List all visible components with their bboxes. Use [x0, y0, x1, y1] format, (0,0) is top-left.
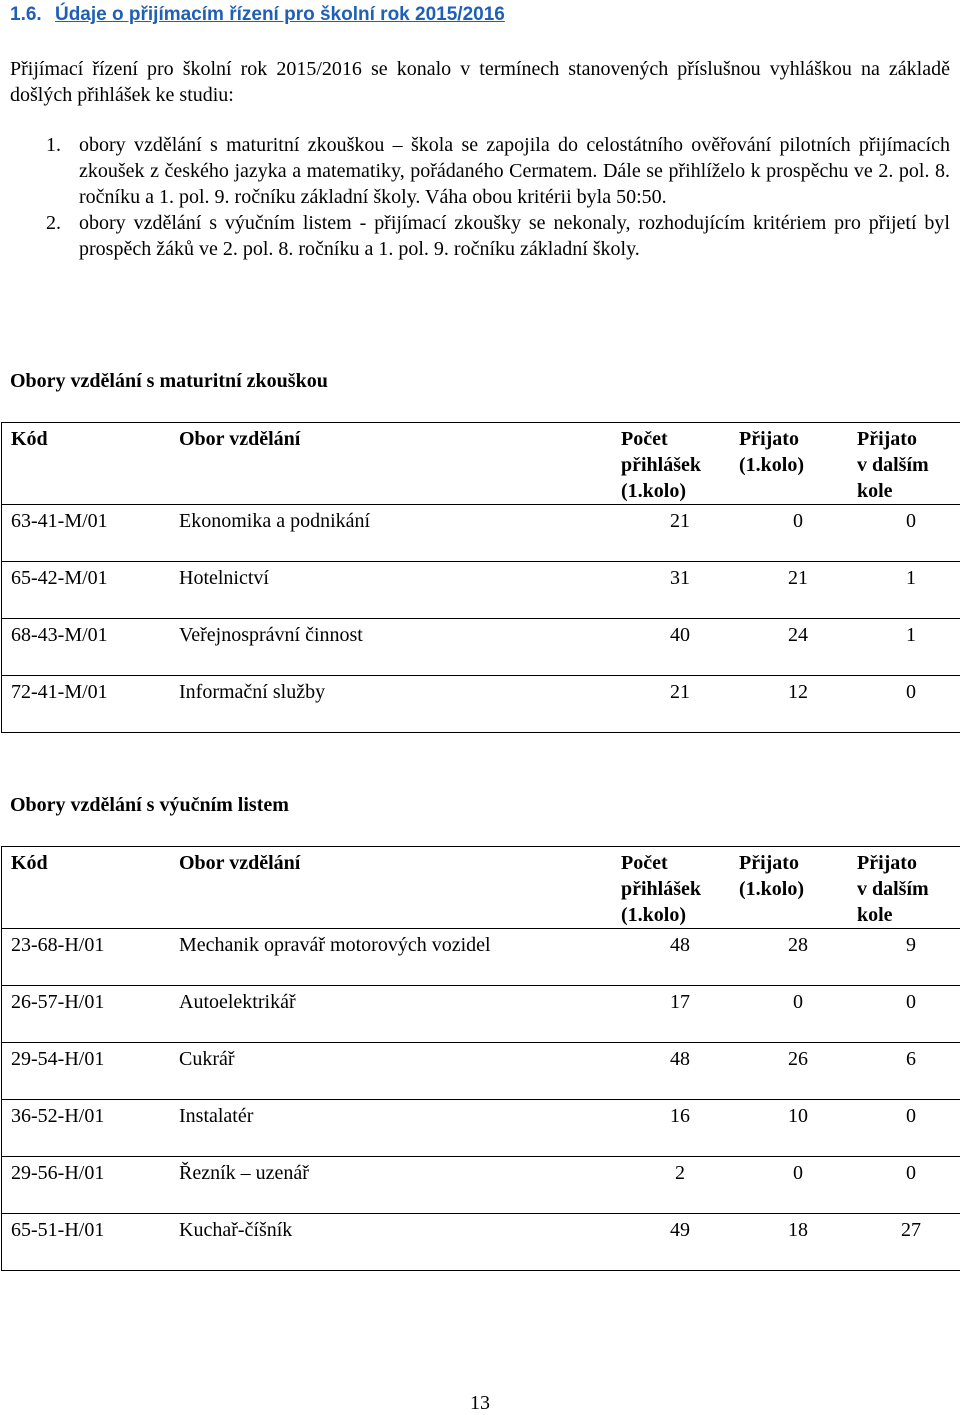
cell-next-round: 0	[857, 1157, 960, 1214]
cell-accepted: 0	[739, 505, 857, 562]
table-row	[2, 1214, 960, 1271]
cell-name: Mechanik opravář motorových vozidel	[169, 929, 621, 986]
maturita-table-title: Obory vzdělání s maturitní zkouškou	[10, 370, 328, 392]
cell-next-round: 0	[857, 505, 960, 562]
cell-code: 36-52-H/01	[2, 1100, 170, 1157]
cell-next-round: 0	[857, 986, 960, 1043]
cell-applications: 48	[621, 1043, 739, 1100]
cell-applications: 40	[621, 619, 739, 676]
header-next-round: Přijato v dalším kole	[857, 847, 960, 929]
cell-next-round: 0	[857, 1100, 960, 1157]
cell-name: Cukrář	[169, 1043, 621, 1100]
cell-name: Řezník – uzenář	[169, 1157, 621, 1214]
cell-code: 68-43-M/01	[2, 619, 170, 676]
table-row	[2, 1043, 960, 1100]
cell-accepted: 10	[739, 1100, 857, 1157]
header-name: Obor vzdělání	[169, 847, 621, 929]
header-code: Kód	[2, 423, 170, 505]
table-header-row	[2, 847, 960, 929]
table-row	[2, 562, 960, 619]
cell-applications: 16	[621, 1100, 739, 1157]
cell-applications: 21	[621, 676, 739, 733]
cell-name: Hotelnictví	[169, 562, 621, 619]
table-row	[2, 1100, 960, 1157]
cell-next-round: 1	[857, 562, 960, 619]
list-item-number: 2.	[46, 212, 61, 234]
list-item	[10, 132, 950, 210]
table-row	[2, 929, 960, 986]
cell-applications: 2	[621, 1157, 739, 1214]
header-next-round: Přijato v dalším kole	[857, 423, 960, 505]
cell-name: Veřejnosprávní činnost	[169, 619, 621, 676]
intro-paragraph: Přijímací řízení pro školní rok 2015/2016 se konalo v termínech stanovených příslušnou vyhláškou na základě došlých přihlášek ke studiu:	[10, 58, 950, 106]
cell-name: Informační služby	[169, 676, 621, 733]
cell-applications: 31	[621, 562, 739, 619]
cell-code: 29-54-H/01	[2, 1043, 170, 1100]
header-applications: Počet přihlášek (1.kolo)	[621, 423, 739, 505]
cell-next-round: 9	[857, 929, 960, 986]
cell-applications: 21	[621, 505, 739, 562]
cell-accepted: 0	[739, 986, 857, 1043]
header-accepted: Přijato (1.kolo)	[739, 423, 857, 505]
cell-accepted: 21	[739, 562, 857, 619]
criteria-list	[10, 132, 950, 262]
cell-name: Kuchař-číšník	[169, 1214, 621, 1271]
maturita-table	[1, 422, 960, 733]
cell-name: Instalatér	[169, 1100, 621, 1157]
cell-next-round: 6	[857, 1043, 960, 1100]
cell-code: 72-41-M/01	[2, 676, 170, 733]
table-row	[2, 1157, 960, 1214]
cell-code: 23-68-H/01	[2, 929, 170, 986]
list-item-number: 1.	[46, 134, 61, 156]
cell-next-round: 27	[857, 1214, 960, 1271]
cell-code: 65-42-M/01	[2, 562, 170, 619]
cell-code: 26-57-H/01	[2, 986, 170, 1043]
header-accepted: Přijato (1.kolo)	[739, 847, 857, 929]
page-number: 13	[470, 1392, 490, 1414]
cell-accepted: 24	[739, 619, 857, 676]
cell-name: Ekonomika a podnikání	[169, 505, 621, 562]
cell-code: 29-56-H/01	[2, 1157, 170, 1214]
cell-code: 63-41-M/01	[2, 505, 170, 562]
cell-applications: 17	[621, 986, 739, 1043]
cell-accepted: 26	[739, 1043, 857, 1100]
table-row	[2, 505, 960, 562]
header-applications: Počet přihlášek (1.kolo)	[621, 847, 739, 929]
cell-code: 65-51-H/01	[2, 1214, 170, 1271]
list-item-text: obory vzdělání s výučním listem - přijímací zkoušky se nekonaly, rozhodujícím kritériem pro přijetí byl prospěch žáků ve 2. pol. 8. ročníku a 1. pol. 9. ročníku základní školy.	[79, 212, 950, 260]
header-code: Kód	[2, 847, 170, 929]
cell-accepted: 18	[739, 1214, 857, 1271]
table-row	[2, 619, 960, 676]
cell-next-round: 1	[857, 619, 960, 676]
cell-name: Autoelektrikář	[169, 986, 621, 1043]
vocational-table-title: Obory vzdělání s výučním listem	[10, 794, 289, 816]
table-header-row	[2, 423, 960, 505]
header-name: Obor vzdělání	[169, 423, 621, 505]
list-item-text: obory vzdělání s maturitní zkouškou – škola se zapojila do celostátního ověřování pilotních přijímacích zkoušek z českého jazyka a matematiky, pořádaného Cermatem. Dále se přihlíželo k prospěchu ve 2. pol. 8. ročníku a 1. pol. 9. ročníku základní školy. Váha obou kritérii byla 50:50.	[79, 134, 950, 208]
cell-applications: 49	[621, 1214, 739, 1271]
section-heading	[10, 4, 505, 26]
cell-next-round: 0	[857, 676, 960, 733]
section-title-link[interactable]: Údaje o přijímacím řízení pro školní rok 2015/2016	[54, 4, 505, 25]
cell-accepted: 12	[739, 676, 857, 733]
cell-applications: 48	[621, 929, 739, 986]
vocational-table	[1, 846, 960, 1271]
table-row	[2, 676, 960, 733]
cell-accepted: 28	[739, 929, 857, 986]
section-number: 1.6.	[10, 4, 42, 25]
cell-accepted: 0	[739, 1157, 857, 1214]
list-item	[10, 210, 950, 262]
table-row	[2, 986, 960, 1043]
